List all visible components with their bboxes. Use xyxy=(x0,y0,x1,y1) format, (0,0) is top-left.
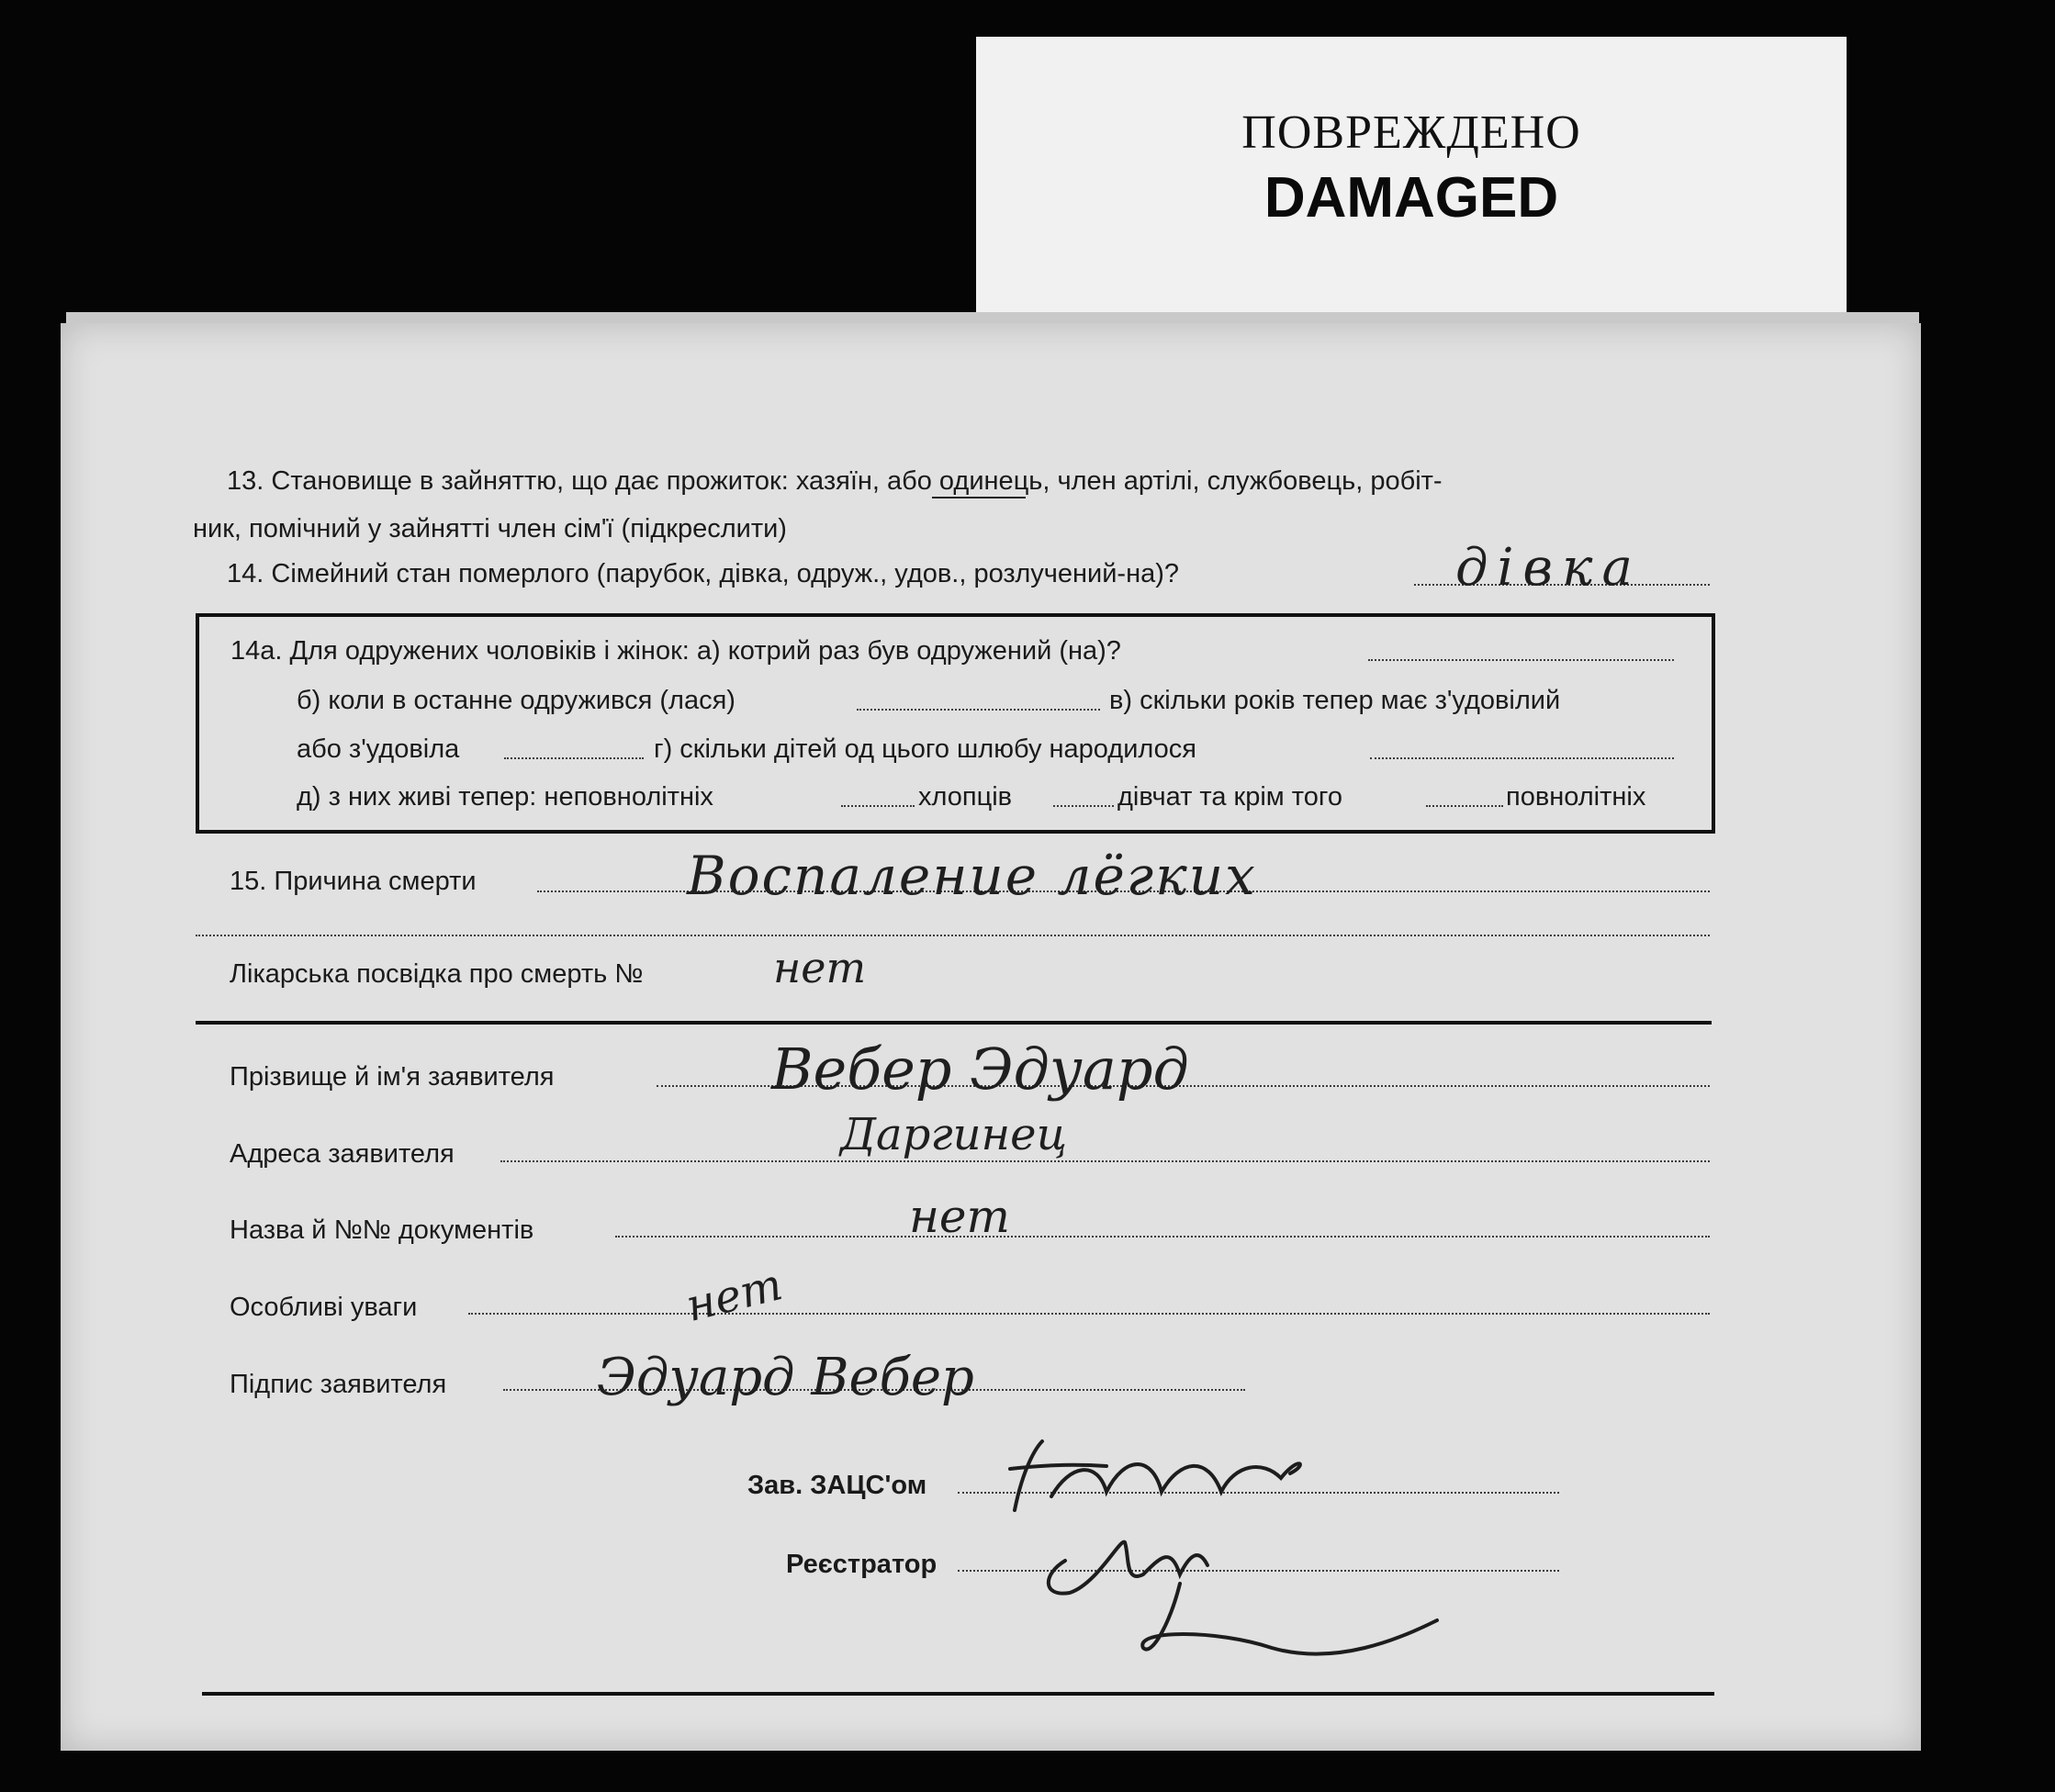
q14a-dots-1 xyxy=(1368,659,1674,661)
q14a-dots-5 xyxy=(841,805,915,807)
question-13-line-2: ник, помічний у зайнятті член сім'ї (підкреслити) xyxy=(193,514,787,543)
head-of-registry-label: Зав. ЗАЦС'ом xyxy=(747,1471,927,1500)
registrar-label: Реєстратор xyxy=(786,1550,938,1579)
documents-dotted-line xyxy=(615,1236,1710,1238)
stamp-english-text: DAMAGED xyxy=(1263,166,1559,230)
question-14a-line-4b: хлопців xyxy=(918,782,1013,812)
applicant-address-label: Адреса заявителя xyxy=(230,1139,455,1169)
notes-dotted-line xyxy=(468,1313,1710,1315)
damaged-stamp xyxy=(976,37,1847,332)
q15-dotted-line-2 xyxy=(196,935,1710,936)
notes-handwritten: нет xyxy=(680,1259,788,1332)
question-14a-line-4a: д) з них живі тепер: неповнолітніх xyxy=(297,782,713,812)
notes-label: Особливі уваги xyxy=(230,1293,418,1322)
q14a-dots-7 xyxy=(1426,805,1503,807)
stamp-russian-text: ПОВРЕЖДЕНО xyxy=(1241,106,1581,159)
head-signature xyxy=(996,1428,1327,1529)
q15-handwritten-answer: Воспаление лёгких xyxy=(687,845,1257,907)
applicant-signature: Эдуард Вебер xyxy=(597,1348,974,1407)
question-14a-line-4d: повнолітніх xyxy=(1506,782,1646,812)
q14-handwritten-answer: дівка xyxy=(1455,538,1642,598)
documents-handwritten: нет xyxy=(909,1190,1010,1243)
q14a-dots-2 xyxy=(857,709,1100,711)
applicant-name-handwritten: Вебер Эдуард xyxy=(771,1036,1189,1103)
question-14a-line-4c: дівчат та крім того xyxy=(1117,782,1342,812)
underline-khaziain xyxy=(932,497,1026,498)
applicant-address-handwritten: Даргинец xyxy=(840,1109,1068,1160)
documents-label: Назва й №№ документів xyxy=(230,1215,534,1245)
question-14a-line-3b: г) скільки дітей од цього шлюбу народилося xyxy=(654,734,1196,764)
question-13-line-1: 13. Становище в зайняттю, що дає прожиток: хазяїн, або одинець, член артілі, службовець, робіт- xyxy=(227,466,1443,496)
question-14a-line-2a: б) коли в останне одружився (лася) xyxy=(297,686,736,715)
applicant-name-label: Прізвище й ім'я заявителя xyxy=(230,1062,555,1092)
question-14a-line-2b: в) скільки років тепер має з'удовілий xyxy=(1109,686,1561,715)
registrar-signature xyxy=(1033,1519,1474,1675)
q14a-dots-4 xyxy=(1370,757,1674,759)
section-rule-top xyxy=(196,1021,1712,1025)
question-14a-line-3a: або з'удовіла xyxy=(297,734,460,764)
question-14a-line-1: 14а. Для одружених чоловіків і жінок: а) котрий раз був одружений (на)? xyxy=(230,636,1121,666)
applicant-address-dotted-line xyxy=(500,1160,1710,1162)
q14a-dots-3 xyxy=(504,757,644,759)
q14a-dots-6 xyxy=(1053,805,1114,807)
death-certificate-handwritten-answer: нет xyxy=(773,943,867,992)
question-15: 15. Причина смерти xyxy=(230,867,477,896)
question-14: 14. Сімейний стан померлого (парубок, дівка, одруж., удов., розлучений-на)? xyxy=(227,559,1180,588)
signature-label: Підпис заявителя xyxy=(230,1370,447,1399)
death-certificate-label: Лікарська посвідка про смерть № xyxy=(230,959,644,989)
section-rule-bottom xyxy=(202,1692,1714,1696)
